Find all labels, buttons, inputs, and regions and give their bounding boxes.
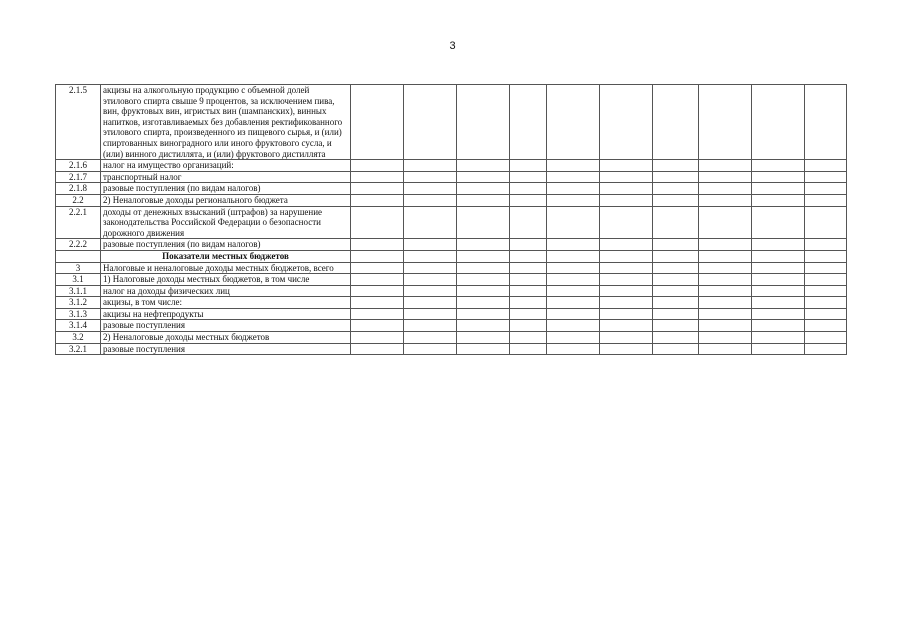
value-cell: [699, 285, 752, 297]
value-cell: [457, 171, 510, 183]
value-cell: [351, 343, 404, 355]
value-cell: [653, 183, 699, 195]
value-cell: [600, 332, 653, 344]
value-cell: [510, 285, 547, 297]
revenue-indicators-table: [55, 84, 847, 355]
value-cell: [699, 171, 752, 183]
value-cell: [805, 194, 847, 206]
value-cell: [457, 250, 510, 262]
value-cell: [600, 160, 653, 172]
value-cell: [404, 250, 457, 262]
row-name: транспортный налог: [101, 171, 351, 183]
value-cell: [805, 171, 847, 183]
value-cell: [805, 274, 847, 286]
value-cell: [600, 308, 653, 320]
value-cell: [510, 332, 547, 344]
row-code: 3.2.1: [56, 343, 101, 355]
row-name: 2) Неналоговые доходы регионального бюджета: [101, 194, 351, 206]
value-cell: [653, 285, 699, 297]
value-cell: [457, 194, 510, 206]
value-cell: [404, 171, 457, 183]
row-name: акцизы на алкогольную продукцию с объемной долей этилового спирта свыше 9 процентов, за исключением пива, вин, фруктовых вин, игристых вин (шампанских), винных напитков, изготавливаемых без добавления ректификованного этилового спирта, произведенного из пищевого сырья, и (или) спиртованных виноградного или иного фруктового сусла, и (или) винного дистиллята, и (или) фруктового дистиллята: [101, 85, 351, 160]
row-code: 3.2: [56, 332, 101, 344]
row-code: 3: [56, 262, 101, 274]
value-cell: [699, 343, 752, 355]
section-title-row: [56, 250, 847, 262]
value-cell: [805, 160, 847, 172]
value-cell: [600, 206, 653, 239]
value-cell: [805, 297, 847, 309]
row-name: налог на доходы физических лиц: [101, 285, 351, 297]
value-cell: [805, 250, 847, 262]
value-cell: [510, 183, 547, 195]
value-cell: [805, 239, 847, 251]
value-cell: [653, 206, 699, 239]
value-cell: [752, 183, 805, 195]
value-cell: [404, 332, 457, 344]
row-name: 2) Неналоговые доходы местных бюджетов: [101, 332, 351, 344]
value-cell: [600, 85, 653, 160]
value-cell: [457, 320, 510, 332]
value-cell: [547, 160, 600, 172]
table-row: [56, 308, 847, 320]
value-cell: [404, 308, 457, 320]
value-cell: [752, 308, 805, 320]
value-cell: [457, 160, 510, 172]
value-cell: [805, 206, 847, 239]
value-cell: [805, 285, 847, 297]
value-cell: [404, 85, 457, 160]
value-cell: [699, 320, 752, 332]
value-cell: [653, 262, 699, 274]
value-cell: [404, 206, 457, 239]
value-cell: [510, 239, 547, 251]
value-cell: [547, 194, 600, 206]
table-row: [56, 320, 847, 332]
table-row: [56, 160, 847, 172]
value-cell: [457, 285, 510, 297]
section-title: Показатели местных бюджетов: [101, 250, 351, 262]
table-row: [56, 274, 847, 286]
value-cell: [653, 85, 699, 160]
value-cell: [404, 183, 457, 195]
page-number: 3: [449, 40, 456, 52]
row-code: 2.1.8: [56, 183, 101, 195]
row-code: [56, 250, 101, 262]
value-cell: [752, 285, 805, 297]
row-code: 3.1.2: [56, 297, 101, 309]
value-cell: [351, 308, 404, 320]
value-cell: [510, 320, 547, 332]
value-cell: [457, 206, 510, 239]
value-cell: [547, 85, 600, 160]
value-cell: [752, 171, 805, 183]
value-cell: [805, 343, 847, 355]
value-cell: [752, 343, 805, 355]
value-cell: [351, 274, 404, 286]
row-code: 3.1.1: [56, 285, 101, 297]
value-cell: [457, 297, 510, 309]
row-name: налог на имущество организаций:: [101, 160, 351, 172]
row-code: 3.1: [56, 274, 101, 286]
value-cell: [653, 320, 699, 332]
value-cell: [752, 239, 805, 251]
row-name: Налоговые и неналоговые доходы местных бюджетов, всего: [101, 262, 351, 274]
value-cell: [351, 194, 404, 206]
row-code: 2.1.5: [56, 85, 101, 160]
row-name: акцизы, в том числе:: [101, 297, 351, 309]
value-cell: [752, 332, 805, 344]
value-cell: [653, 171, 699, 183]
value-cell: [351, 85, 404, 160]
value-cell: [653, 250, 699, 262]
value-cell: [600, 250, 653, 262]
table-row: [56, 285, 847, 297]
value-cell: [653, 160, 699, 172]
value-cell: [752, 194, 805, 206]
value-cell: [752, 160, 805, 172]
row-code: 2.1.7: [56, 171, 101, 183]
value-cell: [510, 171, 547, 183]
value-cell: [653, 274, 699, 286]
table-body: [56, 85, 847, 355]
value-cell: [547, 285, 600, 297]
value-cell: [805, 332, 847, 344]
value-cell: [699, 262, 752, 274]
table-row: [56, 85, 847, 160]
value-cell: [805, 85, 847, 160]
value-cell: [457, 183, 510, 195]
value-cell: [457, 332, 510, 344]
row-name: разовые поступления: [101, 343, 351, 355]
value-cell: [699, 297, 752, 309]
value-cell: [653, 332, 699, 344]
table-row: [56, 332, 847, 344]
value-cell: [510, 297, 547, 309]
value-cell: [699, 206, 752, 239]
table-row: [56, 262, 847, 274]
value-cell: [600, 194, 653, 206]
value-cell: [457, 262, 510, 274]
value-cell: [547, 274, 600, 286]
value-cell: [600, 262, 653, 274]
value-cell: [457, 343, 510, 355]
value-cell: [699, 239, 752, 251]
value-cell: [752, 274, 805, 286]
row-code: 2.2: [56, 194, 101, 206]
value-cell: [404, 262, 457, 274]
value-cell: [547, 297, 600, 309]
value-cell: [510, 262, 547, 274]
value-cell: [404, 194, 457, 206]
value-cell: [805, 308, 847, 320]
value-cell: [752, 206, 805, 239]
row-code: 2.2.2: [56, 239, 101, 251]
value-cell: [653, 239, 699, 251]
value-cell: [510, 308, 547, 320]
value-cell: [404, 320, 457, 332]
value-cell: [699, 274, 752, 286]
value-cell: [699, 308, 752, 320]
value-cell: [457, 308, 510, 320]
value-cell: [805, 320, 847, 332]
value-cell: [547, 239, 600, 251]
value-cell: [653, 194, 699, 206]
value-cell: [805, 183, 847, 195]
value-cell: [351, 239, 404, 251]
value-cell: [351, 320, 404, 332]
value-cell: [600, 239, 653, 251]
row-code: 2.1.6: [56, 160, 101, 172]
value-cell: [351, 183, 404, 195]
value-cell: [752, 320, 805, 332]
value-cell: [752, 262, 805, 274]
value-cell: [547, 171, 600, 183]
value-cell: [351, 160, 404, 172]
value-cell: [547, 343, 600, 355]
row-name: разовые поступления (по видам налогов): [101, 183, 351, 195]
value-cell: [600, 171, 653, 183]
value-cell: [653, 297, 699, 309]
value-cell: [351, 262, 404, 274]
value-cell: [351, 250, 404, 262]
value-cell: [805, 262, 847, 274]
value-cell: [510, 343, 547, 355]
value-cell: [404, 274, 457, 286]
value-cell: [510, 85, 547, 160]
row-name: доходы от денежных взысканий (штрафов) за нарушение законодательства Российской Федерации о безопасности дорожного движения: [101, 206, 351, 239]
value-cell: [547, 183, 600, 195]
table-row: [56, 343, 847, 355]
value-cell: [404, 285, 457, 297]
table-row: [56, 239, 847, 251]
value-cell: [699, 183, 752, 195]
value-cell: [404, 160, 457, 172]
value-cell: [752, 250, 805, 262]
value-cell: [510, 194, 547, 206]
value-cell: [404, 239, 457, 251]
value-cell: [699, 194, 752, 206]
table-row: [56, 183, 847, 195]
value-cell: [600, 320, 653, 332]
value-cell: [510, 160, 547, 172]
value-cell: [457, 85, 510, 160]
value-cell: [351, 285, 404, 297]
value-cell: [699, 85, 752, 160]
value-cell: [600, 297, 653, 309]
value-cell: [653, 343, 699, 355]
value-cell: [699, 160, 752, 172]
value-cell: [510, 250, 547, 262]
value-cell: [351, 332, 404, 344]
table-row: [56, 171, 847, 183]
value-cell: [699, 250, 752, 262]
row-code: 2.2.1: [56, 206, 101, 239]
value-cell: [457, 239, 510, 251]
value-cell: [404, 343, 457, 355]
value-cell: [547, 332, 600, 344]
value-cell: [510, 206, 547, 239]
value-cell: [404, 297, 457, 309]
value-cell: [752, 85, 805, 160]
value-cell: [600, 285, 653, 297]
value-cell: [699, 332, 752, 344]
row-code: 3.1.4: [56, 320, 101, 332]
value-cell: [351, 297, 404, 309]
value-cell: [547, 308, 600, 320]
value-cell: [457, 274, 510, 286]
row-name: разовые поступления (по видам налогов): [101, 239, 351, 251]
value-cell: [600, 343, 653, 355]
row-code: 3.1.3: [56, 308, 101, 320]
value-cell: [547, 320, 600, 332]
table-row: [56, 297, 847, 309]
value-cell: [351, 171, 404, 183]
value-cell: [547, 206, 600, 239]
value-cell: [351, 206, 404, 239]
value-cell: [547, 250, 600, 262]
value-cell: [600, 274, 653, 286]
row-name: акцизы на нефтепродукты: [101, 308, 351, 320]
row-name: 1) Налоговые доходы местных бюджетов, в том числе: [101, 274, 351, 286]
value-cell: [510, 274, 547, 286]
value-cell: [752, 297, 805, 309]
table-row: [56, 206, 847, 239]
row-name: разовые поступления: [101, 320, 351, 332]
value-cell: [653, 308, 699, 320]
table-row: [56, 194, 847, 206]
value-cell: [547, 262, 600, 274]
value-cell: [600, 183, 653, 195]
